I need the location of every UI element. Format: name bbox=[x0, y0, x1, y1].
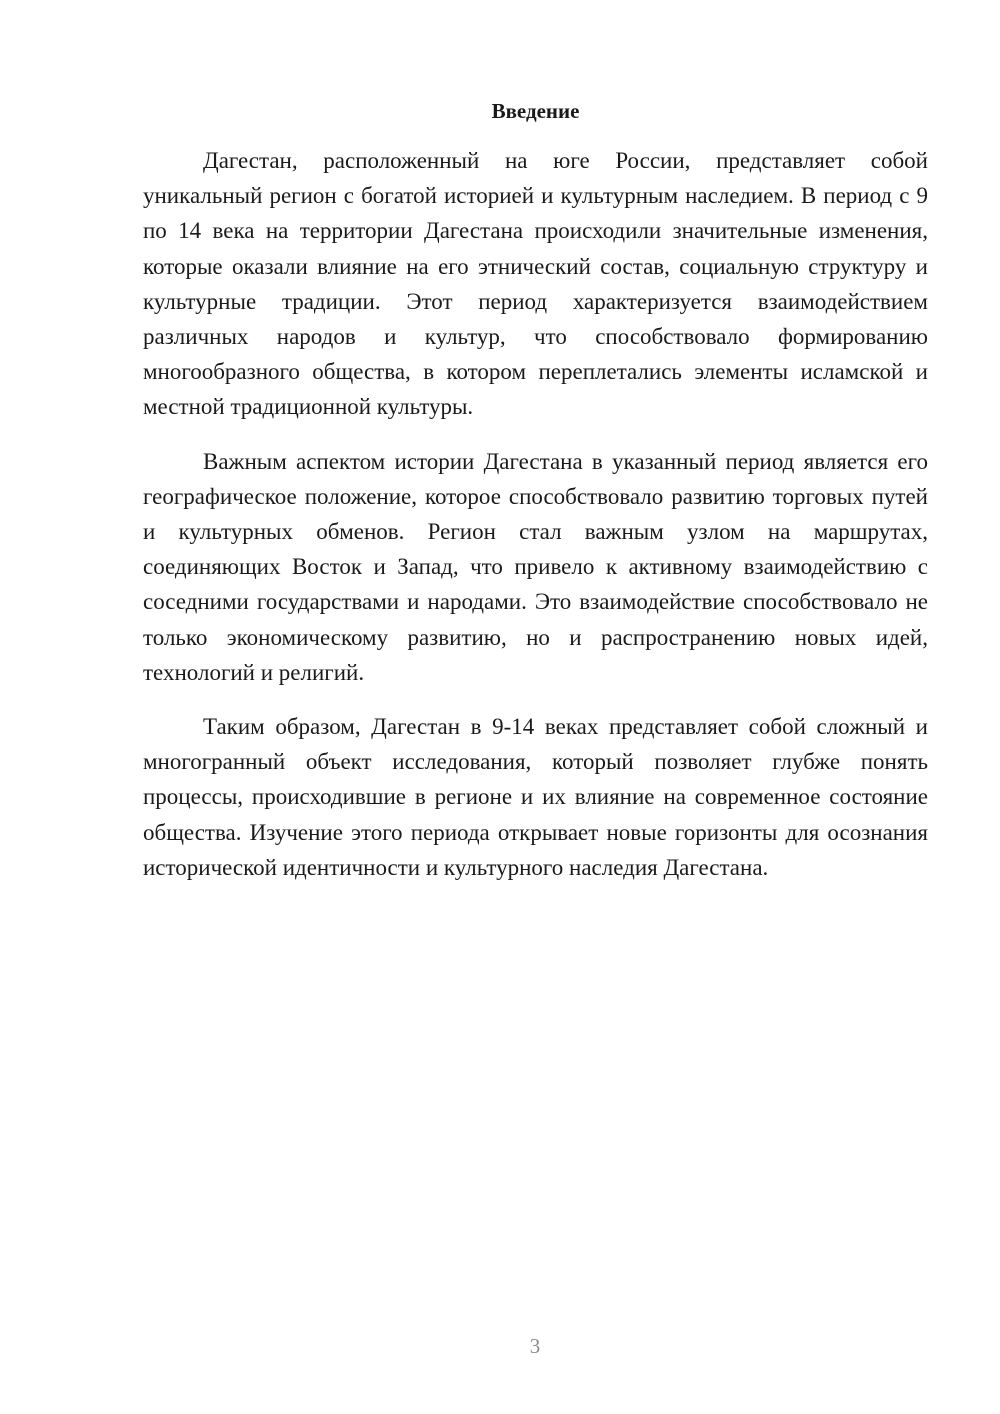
section-heading: Введение bbox=[491, 99, 580, 123]
paragraph-1: Дагестан, расположенный на юге России, представляет собой уникальный регион с богатой историей и культурным наследием. В период с 9 по 14 века на территории Дагестана происходили значительные изменения, которые оказали влияние на его этнический состав, социальную структуру и культурные традиции. Этот период характеризуется взаимодействием различных народов и культур, что способствовало формированию многообразного общества, в котором переплетались элементы исламской и местной традиционной культуры. bbox=[143, 148, 928, 420]
paragraph-2: Важным аспектом истории Дагестана в указанный период является его географическое положение, которое способствовало развитию торговых путей и культурных обменов. Регион стал важным узлом на маршрутах, соединяющих Восток и Запад, что привело к активному взаимодействию с соседними государствами и народами. Это взаимодействие способствовало не только экономическому развитию, но и распространению новых идей, технологий и религий. bbox=[143, 448, 928, 685]
page-number: 3 bbox=[529, 1334, 541, 1358]
page-content bbox=[143, 96, 928, 885]
paragraph-3: Таким образом, Дагестан в 9-14 веках представляет собой сложный и многогранный объект исследования, который позволяет глубже понять процессы, происходившие в регионе и их влияние на современное состояние общества. Изучение этого периода открывает новые горизонты для осознания исторической идентичности и культурного наследия Дагестана. bbox=[143, 714, 928, 880]
